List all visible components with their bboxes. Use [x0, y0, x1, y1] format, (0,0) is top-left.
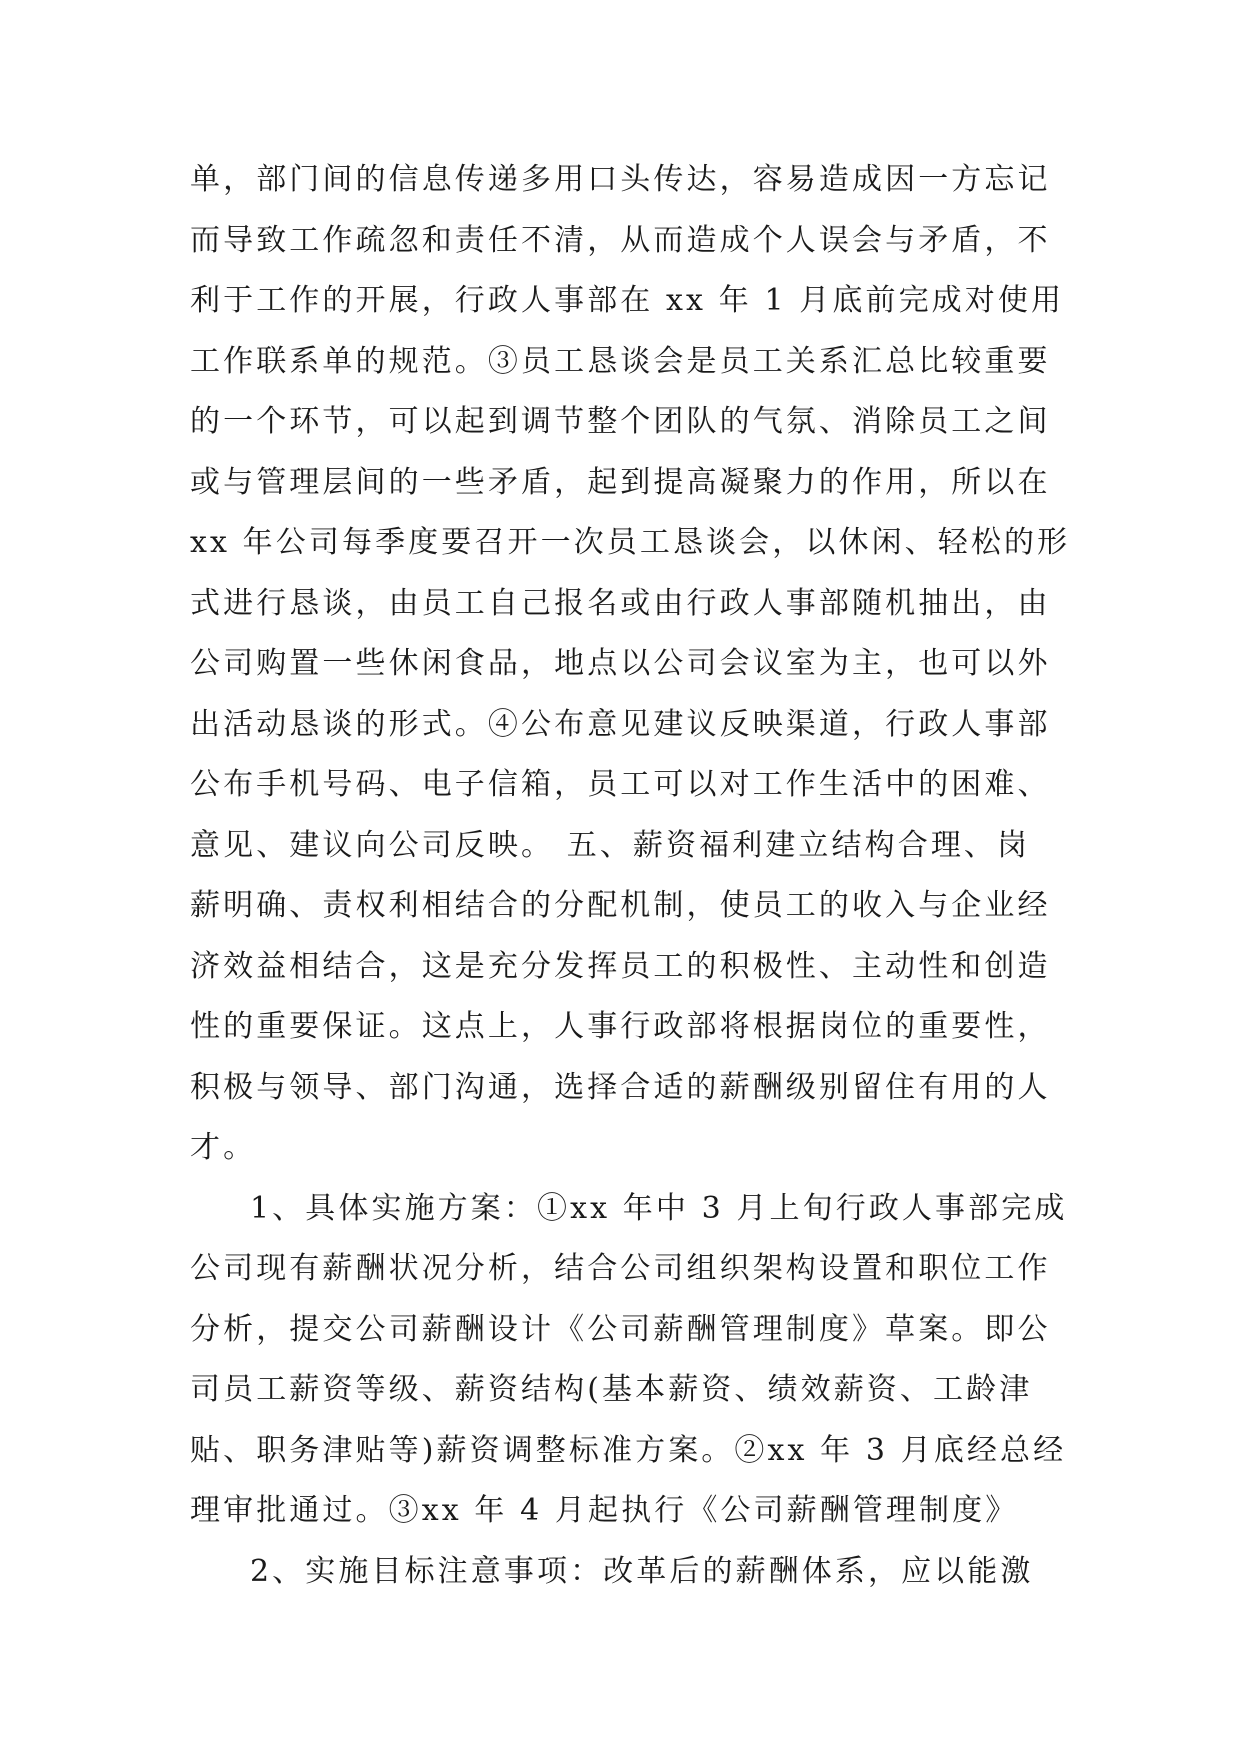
paragraph-start-line: 1、具体实施方案：①xx 年中 3 月上旬行政人事部完成 [250, 1190, 1068, 1226]
text-line: 公布手机号码、电子信箱，员工可以对工作生活中的困难、 [190, 767, 1051, 802]
text-line: 才。 [190, 1130, 257, 1165]
document-body [190, 150, 1071, 1602]
text-line: 性的重要保证。这点上，人事行政部将根据岗位的重要性， [190, 1009, 1051, 1044]
text-line: 的一个环节，可以起到调节整个团队的气氛、消除员工之间 [190, 404, 1051, 439]
text-line: 工作联系单的规范。③员工恳谈会是员工关系汇总比较重要 [190, 343, 1051, 379]
text-line: xx 年公司每季度要召开一次员工恳谈会，以休闲、轻松的形 [190, 525, 1071, 560]
paragraph-start-line: 2、实施目标注意事项：改革后的薪酬体系，应以能激 [250, 1553, 1034, 1589]
text-line: 济效益相结合，这是充分发挥员工的积极性、主动性和创造 [190, 948, 1051, 984]
text-line: 公司购置一些休闲食品，地点以公司会议室为主，也可以外 [190, 646, 1051, 681]
text-line: 分析，提交公司薪酬设计《公司薪酬管理制度》草案。即公 [190, 1311, 1051, 1347]
text-line: 而导致工作疏忽和责任不清，从而造成个人误会与矛盾，不 [190, 222, 1051, 258]
text-line: 或与管理层间的一些矛盾，起到提高凝聚力的作用，所以在 [190, 464, 1051, 500]
text-line: 意见、建议向公司反映。 五、薪资福利建立结构合理、岗 [190, 827, 1031, 863]
text-line: 单，部门间的信息传递多用口头传达，容易造成因一方忘记 [190, 162, 1051, 197]
text-line: 积极与领导、部门沟通，选择合适的薪酬级别留住有用的人 [190, 1069, 1051, 1105]
text-line: 薪明确、责权利相结合的分配机制，使员工的收入与企业经 [190, 888, 1051, 923]
text-line: 贴、职务津贴等)薪资调整标准方案。②xx 年 3 月底经总经 [190, 1432, 1067, 1468]
text-line: 公司现有薪酬状况分析，结合公司组织架构设置和职位工作 [190, 1251, 1051, 1286]
text-line: 出活动恳谈的形式。④公布意见建议反映渠道，行政人事部 [190, 706, 1051, 742]
text-line: 利于工作的开展，行政人事部在 xx 年 1 月底前完成对使用 [190, 283, 1065, 318]
text-line: 式进行恳谈，由员工自己报名或由行政人事部随机抽出，由 [190, 585, 1051, 621]
text-line: 理审批通过。③xx 年 4 月起执行《公司薪酬管理制度》 [190, 1493, 1019, 1528]
text-line: 司员工薪资等级、薪资结构(基本薪资、绩效薪资、工龄津 [190, 1372, 1033, 1407]
